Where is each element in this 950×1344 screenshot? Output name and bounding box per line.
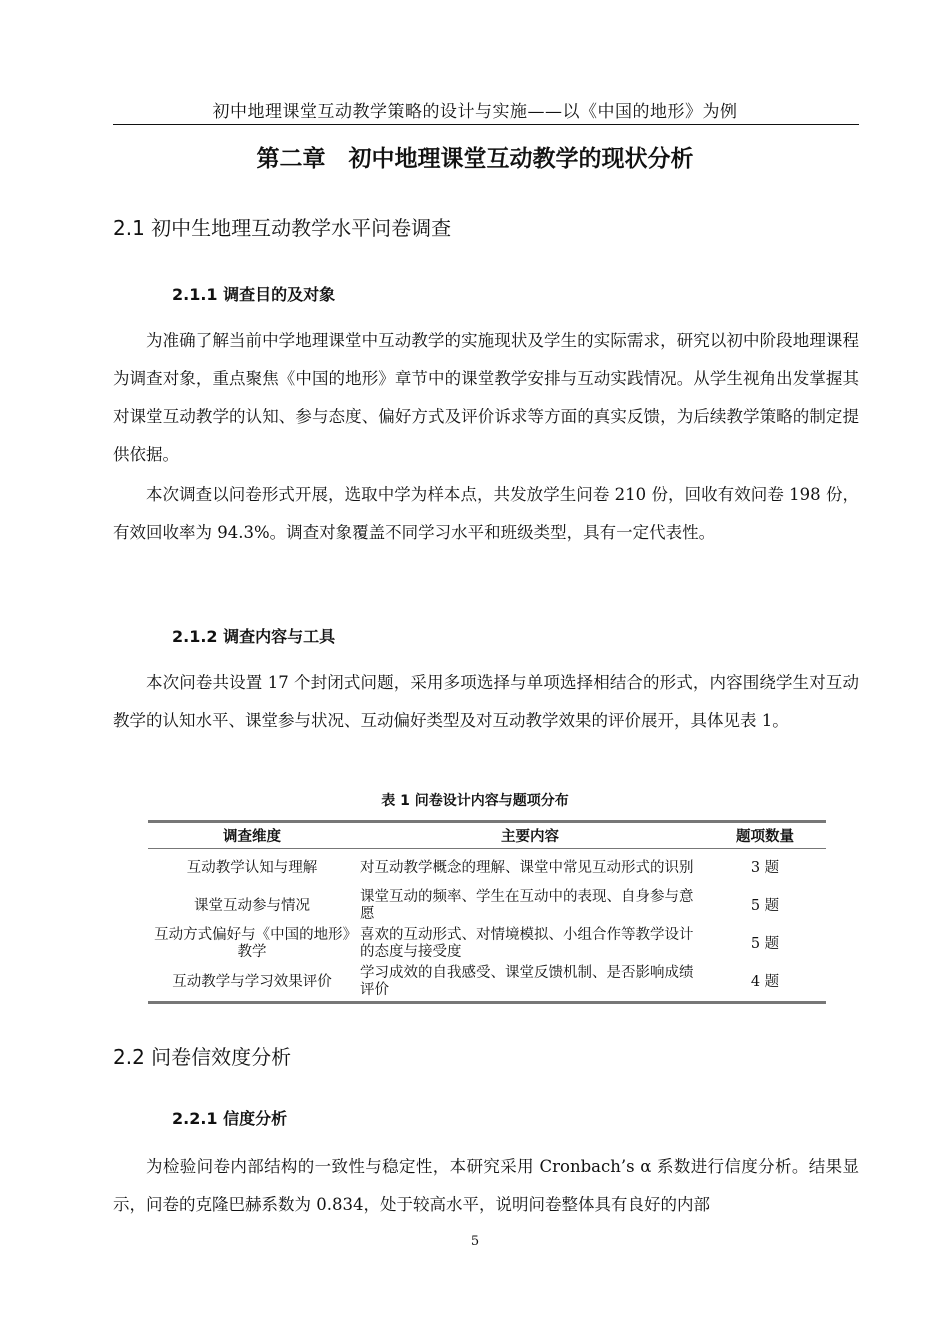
table-cell-dimension: 互动教学与学习效果评价 [172, 973, 332, 990]
table-cell-count: 3 题 [750, 859, 780, 876]
section-heading-2-2: 2.2 问卷信效度分析 [113, 1045, 292, 1069]
running-header: 初中地理课堂互动教学策略的设计与实施——以《中国的地形》为例 [212, 102, 738, 122]
table-header-cell: 主要内容 [356, 822, 704, 849]
table-cell-content: 喜欢的互动形式、对情境模拟、小组合作等教学设计的态度与接受度 [360, 927, 694, 960]
chapter-title: 第二章 初中地理课堂互动教学的现状分析 [256, 146, 694, 172]
table-cell-content: 学习成效的自我感受、课堂反馈机制、是否影响成绩评价 [360, 965, 694, 998]
subsection-heading-2-1-2: 2.1.2 调查内容与工具 [172, 627, 336, 646]
table-cell-dimension: 课堂互动参与情况 [194, 897, 310, 914]
table-cell-content: 对互动教学概念的理解、课堂中常见互动形式的识别 [360, 859, 694, 876]
table-caption: 表 1 问卷设计内容与题项分布 [381, 793, 569, 809]
table-cell-count: 5 题 [750, 897, 780, 914]
subsection-heading-2-2-1: 2.2.1 信度分析 [172, 1109, 288, 1128]
page-number: 5 [470, 1234, 480, 1249]
table-row [148, 925, 826, 963]
table-header-row [148, 822, 826, 849]
questionnaire-table [148, 820, 826, 1004]
table-row [148, 849, 826, 888]
table-header-cell: 调查维度 [148, 822, 356, 849]
paragraph-reliability: 为检验问卷内部结构的一致性与稳定性，本研究采用 Cronbach’s α 系数进行信度分析。结果显示，问卷的克隆巴赫系数为 0.834，处于较高水平，说明问卷整体具有良好的内部 [113, 1157, 859, 1214]
paragraph-survey-purpose: 为准确了解当前中学地理课堂中互动教学的实施现状及学生的实际需求，研究以初中阶段地理课程为调查对象，重点聚焦《中国的地形》章节中的课堂教学安排与互动实践情况。从学生视角出发掌握其对课堂互动教学的认知、参与态度、偏好方式及评价诉求等方面的真实反馈，为后续教学策略的制定提供依据。 [113, 331, 859, 464]
table-row [148, 963, 826, 1003]
table-cell-count: 5 题 [750, 935, 780, 952]
paragraph-survey-sample: 本次调查以问卷形式开展，选取中学为样本点，共发放学生问卷 210 份，回收有效问卷 198 份，有效回收率为 94.3%。调查对象覆盖不同学习水平和班级类型，具有一定代表性。 [113, 485, 859, 542]
table-row [148, 887, 826, 925]
table-cell-content: 课堂互动的频率、学生在互动中的表现、自身参与意愿 [360, 889, 694, 922]
table-cell-dimension: 互动教学认知与理解 [186, 859, 318, 876]
section-heading-2-1: 2.1 初中生地理互动教学水平问卷调查 [113, 216, 452, 240]
header-rule [113, 124, 859, 125]
paragraph-survey-content: 本次问卷共设置 17 个封闭式问题，采用多项选择与单项选择相结合的形式，内容围绕学生对互动教学的认知水平、课堂参与状况、互动偏好类型及对互动教学效果的评价展开，具体见表 1。 [113, 673, 859, 730]
table-header-cell: 题项数量 [704, 822, 826, 849]
table-cell-dimension: 互动方式偏好与《中国的地形》教学 [154, 927, 350, 960]
table-cell-count: 4 题 [750, 973, 780, 990]
subsection-heading-2-1-1: 2.1.1 调查目的及对象 [172, 285, 336, 304]
